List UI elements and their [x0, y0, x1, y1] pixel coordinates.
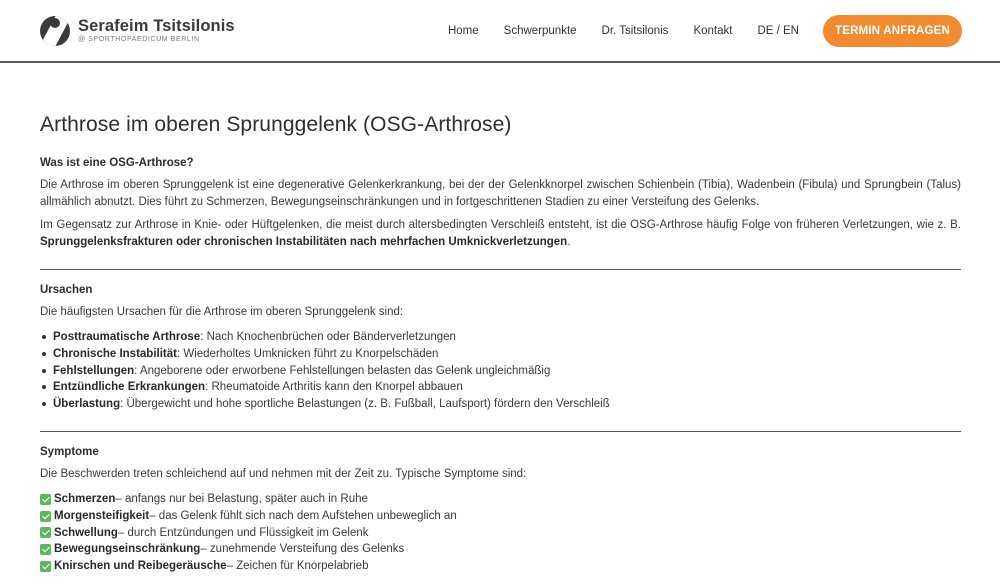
termin-anfragen-button[interactable]: TERMIN ANFRAGEN	[823, 15, 962, 47]
main-nav	[448, 15, 962, 47]
list-item: Morgensteifigkeit – das Gelenk fühlt sich nach dem Aufstehen unbeweglich an	[40, 508, 961, 525]
check-icon	[40, 527, 51, 538]
nav-home[interactable]: Home	[447, 24, 479, 37]
symptoms-list	[40, 491, 961, 575]
list-item: Entzündliche Erkrankungen: Rheumatoide Arthritis kann den Knorpel abbauen	[40, 379, 961, 396]
section-heading-symptoms: Symptome	[40, 445, 99, 458]
list-item: Schwellung – durch Entzündungen und Flüssigkeit im Gelenk	[40, 525, 961, 542]
language-switch[interactable]: DE / EN	[757, 24, 799, 37]
divider	[40, 269, 961, 270]
nav-schwerpunkte[interactable]: Schwerpunkte	[503, 24, 577, 37]
divider	[40, 431, 961, 432]
main-content	[0, 113, 1000, 575]
check-icon	[40, 544, 51, 555]
list-item: Posttraumatische Arthrose: Nach Knochenbrüchen oder Bänderverletzungen	[40, 329, 961, 346]
site-header	[0, 0, 1000, 63]
list-item: Schmerzen – anfangs nur bei Belastung, später auch in Ruhe	[40, 491, 961, 508]
nav-kontakt[interactable]: Kontakt	[693, 24, 733, 37]
logo-icon	[40, 16, 70, 46]
list-item: Überlastung: Übergewicht und hohe sportliche Belastungen (z. B. Fußball, Laufsport) fördern den Verschleiß	[40, 396, 961, 413]
what-paragraph-1: Die Arthrose im oberen Sprunggelenk ist eine degenerative Gelenkerkrankung, bei der der Gelenkknorpel zwischen Schienbein (Tibia), Wadenbein (Fibula) und Sprungbein (Talus) allmählich abnutzt. Dies führt zu Schmerzen, Bewegungseinschränkungen und in fortgeschrittenen Stadien zu einer Versteifung des Gelenks.	[40, 179, 961, 208]
what-paragraph-2-bold: Sprunggelenksfrakturen oder chronischen Instabilitäten nach mehrfachen Umknickverletzungen	[40, 236, 568, 248]
causes-list	[40, 329, 961, 413]
check-icon	[40, 561, 51, 572]
check-icon	[40, 511, 51, 522]
list-item: Chronische Instabilität: Wiederholtes Umknicken führt zu Knorpelschäden	[40, 346, 961, 363]
list-item: Bewegungseinschränkung – zunehmende Versteifung des Gelenks	[40, 541, 961, 558]
symptoms-intro: Die Beschwerden treten schleichend auf und nehmen mit der Zeit zu. Typische Symptome sind:	[40, 467, 527, 480]
list-item: Fehlstellungen: Angeborene oder erworbene Fehlstellungen belasten das Gelenk ungleichmäßig	[40, 363, 961, 380]
check-icon	[40, 494, 51, 505]
page-title: Arthrose im oberen Sprunggelenk (OSG-Arthrose)	[40, 113, 512, 136]
section-heading-causes: Ursachen	[40, 284, 93, 296]
list-item: Knirschen und Reibegeräusche – Zeichen für Knorpelabrieb	[40, 558, 961, 575]
logo-subtitle: @ SPORTHOPAEDICUM BERLIN	[78, 36, 200, 43]
logo[interactable]	[40, 16, 235, 46]
logo-name: Serafeim Tsitsilonis	[78, 17, 235, 35]
section-heading-what: Was ist eine OSG-Arthrose?	[40, 157, 194, 169]
what-paragraph-2: Im Gegensatz zur Arthrose in Knie- oder Hüftgelenken, die meist durch altersbedingten Verschleiß entsteht, ist die OSG-Arthrose häufig Folge von früheren Verletzungen, wie z. B. Sprunggelenksfrakturen oder chronischen Instabilitäten nach mehrfachen Umknickverletzungen.	[40, 219, 961, 248]
causes-intro: Die häufigsten Ursachen für die Arthrose im oberen Sprunggelenk sind:	[40, 306, 404, 318]
nav-dr-tsitsilonis[interactable]: Dr. Tsitsilonis	[601, 24, 669, 37]
